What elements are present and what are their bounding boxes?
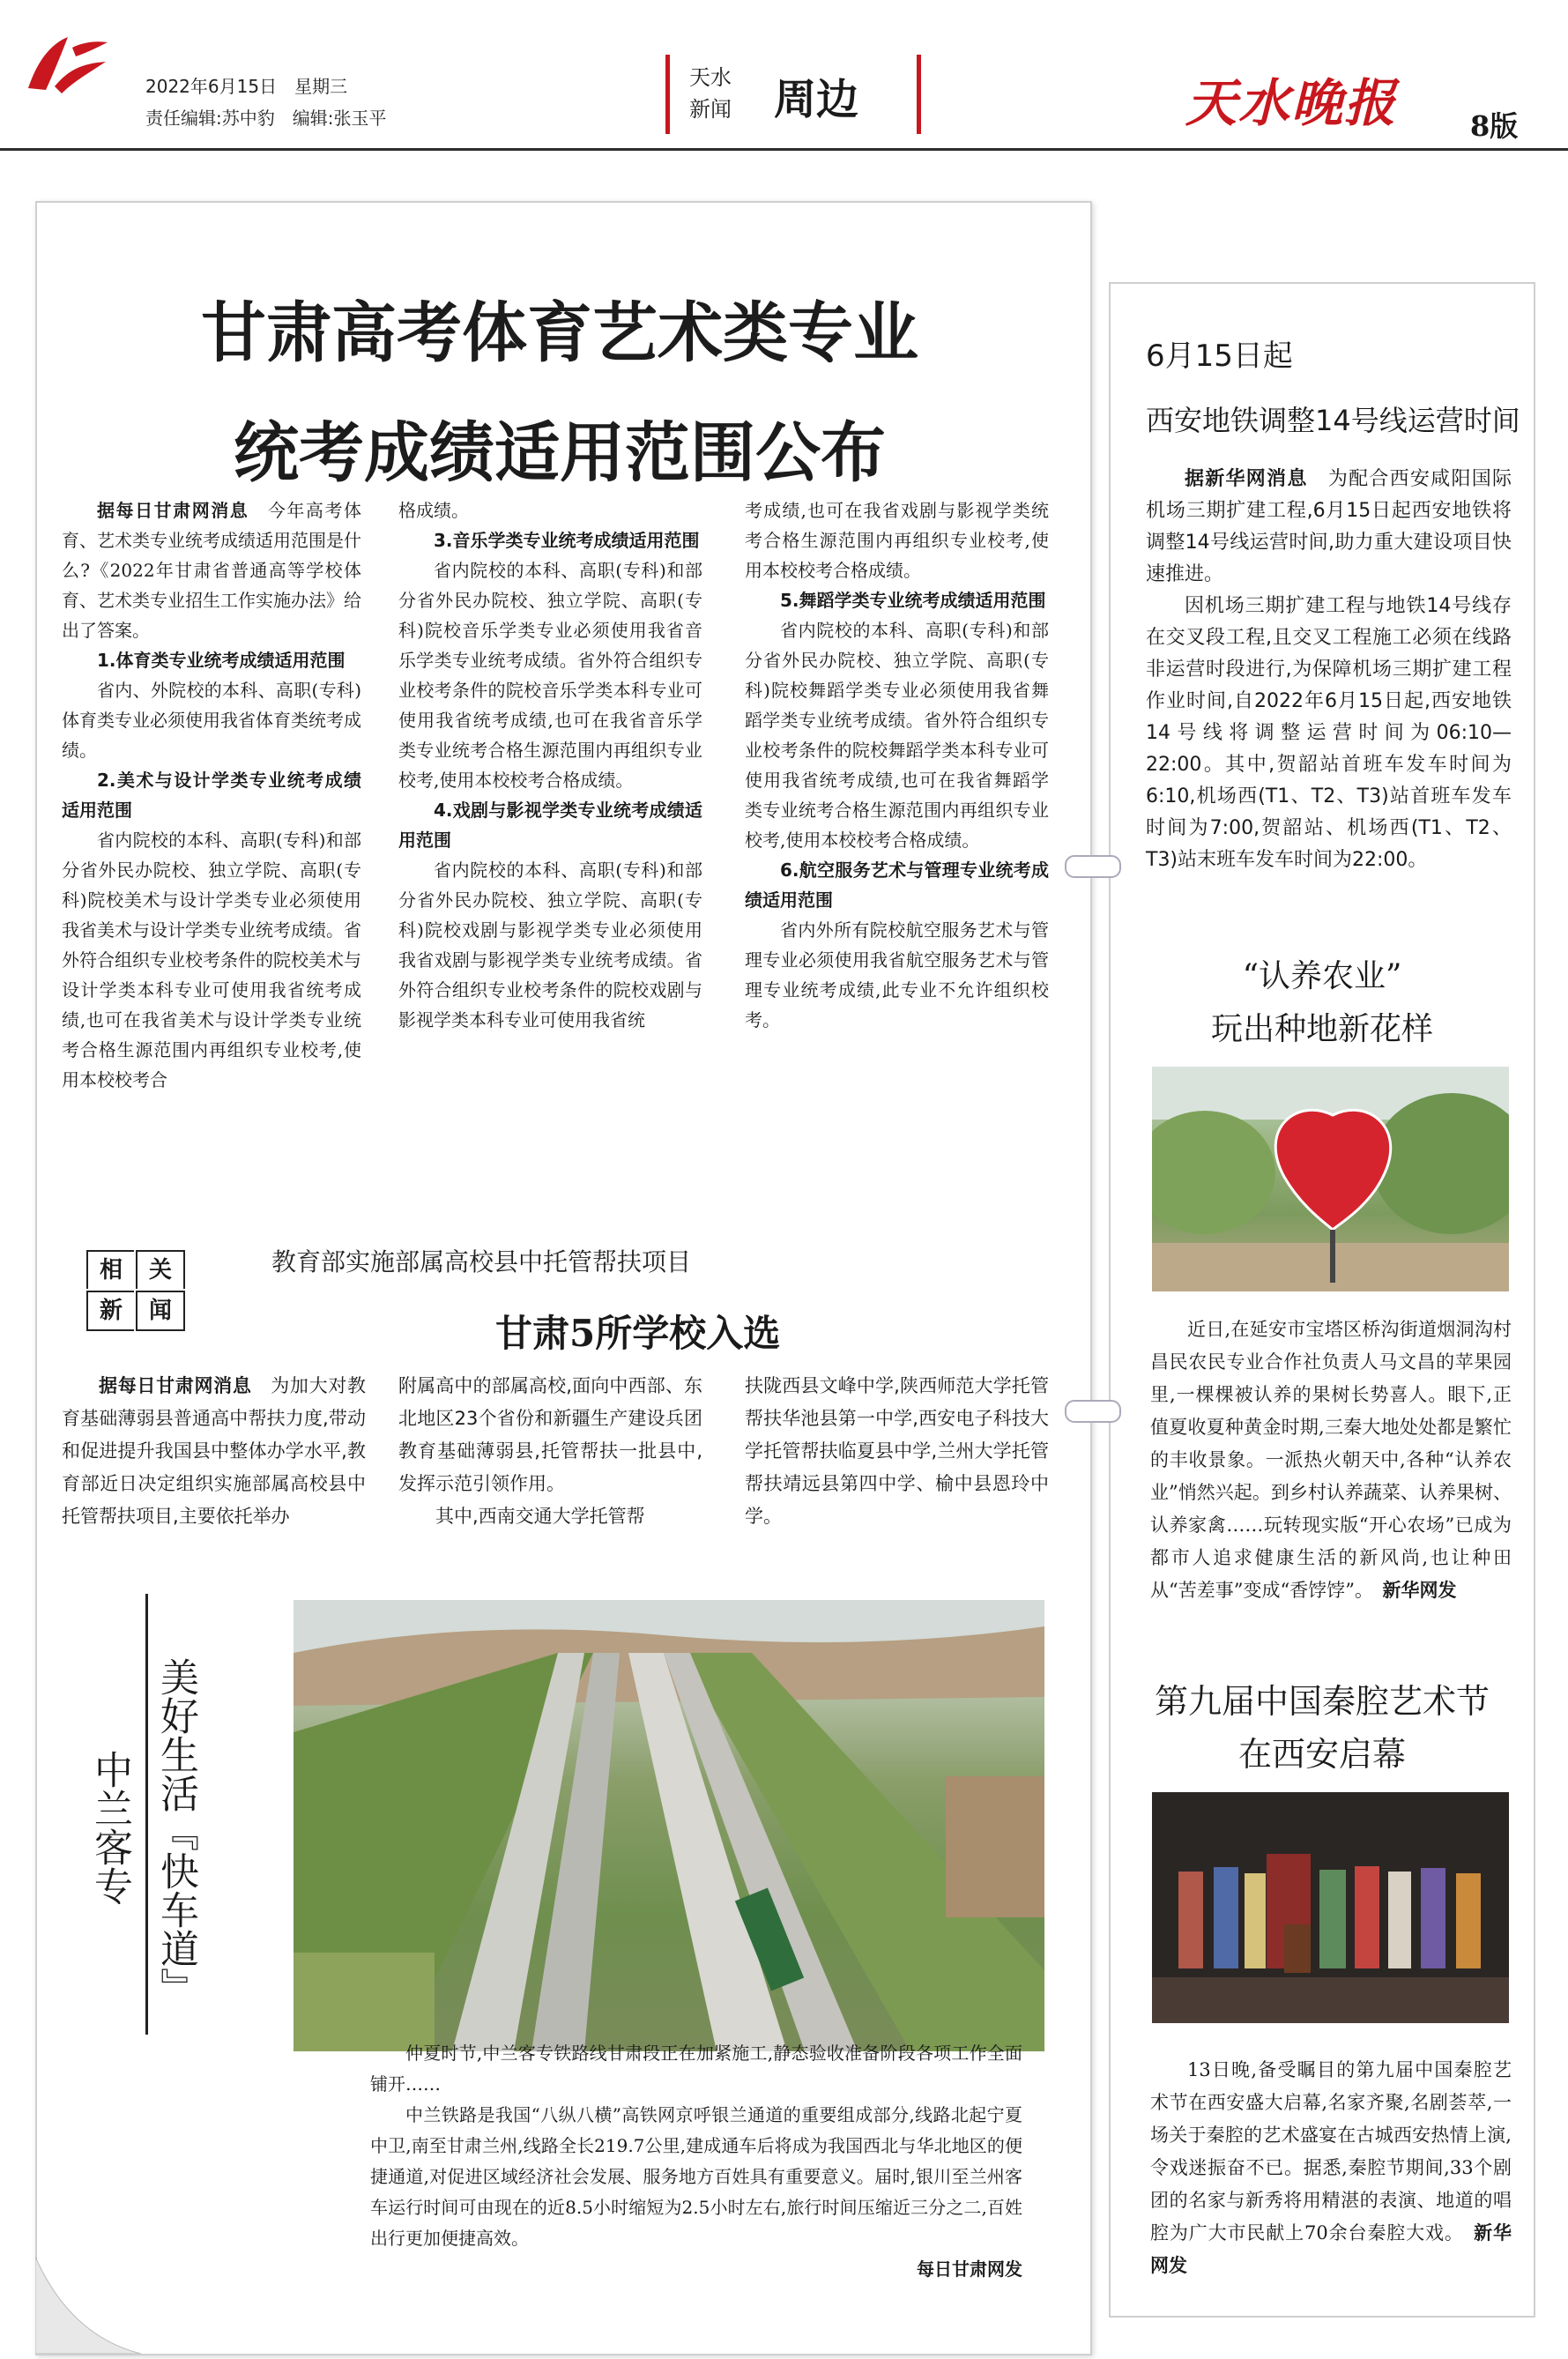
article-paragraph: 格成绩。 [398,500,469,521]
related-title: 甘肃5所学校入选 [495,1312,781,1355]
article-paragraph: 省内院校的本科、高职(专科)和部分省外民办院校、独立学院、高职(专科)院校舞蹈学类专业必须使用我省舞蹈学类专业统考成绩。省外符合组织专业校考条件的院校舞蹈学类本科专业可使用我省统考成绩,也可在我省舞蹈学类专业统考合格生源范围内再组织专业校考,使用本校校考合格成绩。 [745,620,1049,851]
caption-source: 每日甘肃网发 [917,2259,1022,2280]
railway-aerial-photo [294,1600,1044,2051]
section-heading: 1.体育类专业统考成绩适用范围 [97,650,346,671]
related-text: 为加大对教育基础薄弱县普通高中帮扶力度,带动和促进提升我国县中整体办学水平,教育部近日决定组织实施部属高校县中托管帮扶项目,主要依托举办 [62,1375,367,1527]
section-small-2: 新闻 [689,97,732,122]
issue-info [145,71,386,134]
binder-ring-icon [1065,1400,1121,1423]
sidebar-story2-body [1150,1313,1512,1607]
story1-byline: 据新华网消息 [1185,468,1308,490]
related-column-3 [745,1370,1049,1533]
story1-paragraph: 因机场三期扩建工程与地铁14号线存在交叉段工程,且交叉工程施工必须在线路非运营时段进行,为保障机场三期扩建工程作业时间,自2022年6月15日起,西安地铁14号线将调整运营时间为06:10—22:00。其中,贺韶站首班车发车时间为6:10,机场西(T1、T2、T3)站首班车发车时间为7:00,贺韶站、机场西(T1、T2、T3)站末班车发车时间为22:00。 [1146,595,1512,871]
related-subtitle: 教育部实施部属高校县中托管帮扶项目 [271,1247,692,1276]
article-paragraph: 省内外所有院校航空服务艺术与管理专业必须使用我省航空服务艺术与管理专业统考成绩,此专业不允许组织校考。 [745,919,1049,1031]
opera-photo-drawing [1152,1792,1509,2023]
title-line-2: 统考成绩适用范围公布 [234,415,886,491]
related-label-cell: 关 [136,1250,185,1289]
feature-caption [370,2038,1022,2285]
issue-date: 2022年6月15日 星期三 [145,76,348,97]
story3-text: 13日晚,备受瞩目的第九届中国秦腔艺术节在西安盛大启幕,名家齐聚,名剧荟萃,一场关于秦腔的艺术盛宴在古城西安热情上演,令戏迷振奋不已。据悉,秦腔节期间,33个剧团的名家与新秀将用精湛的表演、地道的唱腔为广大市民献上70余台秦腔大戏。 [1150,2059,1512,2244]
section-small-1: 天水 [689,65,732,90]
related-text: 其中,西南交通大学托管帮 [435,1506,645,1527]
story3-title-line-2: 在西安启幕 [1237,1735,1406,1774]
apple-orchard-photo [1152,1067,1509,1291]
feature-vertical-title: 美好生活『快车道』 [153,1657,198,2006]
section-heading: 6.航空服务艺术与管理专业统考成绩适用范围 [745,860,1049,911]
sidebar-story1-kicker: 6月15日起 [1146,339,1293,374]
story2-title-line-1: “认养农业” [1242,958,1402,994]
related-news-label [86,1250,206,1345]
article-paragraph: 省内院校的本科、高职(专科)和部分省外民办院校、独立学院、高职(专科)院校美术与设计学类专业必须使用我省美术与设计学类专业统考成绩。省外符合组织专业校考条件的院校美术与设计学类本科专业可使用我省统考成绩,也可在我省美术与设计学类专业统考合格生源范围内再组织专业校考,使用本校校考合 [62,830,361,1090]
editors-line: 责任编辑:苏中豹 编辑:张玉平 [145,108,387,129]
section-heading: 3.音乐学类专业统考成绩适用范围 [434,530,700,551]
related-column-1 [62,1370,366,1533]
section-small-label [689,62,732,125]
article-lead [62,495,361,645]
opera-stage-photo [1152,1792,1509,2023]
sidebar-story2-title [1119,950,1525,1056]
article-paragraph: 省内院校的本科、高职(专科)和部分省外民办院校、独立学院、高职(专科)院校戏剧与影视学类专业必须使用我省戏剧与影视学类专业统考成绩。省外符合组织专业校考条件的院校戏剧与影视学类本科专业可使用我省统 [398,860,702,1031]
sidebar-story1-title: 西安地铁调整14号线运营时间 [1146,404,1520,437]
article-column-1 [62,495,361,1095]
orchard-photo-drawing [1152,1067,1509,1291]
caption-paragraph: 中兰铁路是我国“八纵八横”高铁网京呼银兰通道的重要组成部分,线路北起宁夏中卫,南至甘肃兰州,线路全长219.7公里,建成通车后将成为我国西北与华北地区的便捷通道,对促进区域经济社会发展、服务地方百姓具有重要意义。届时,银川至兰州客车运行时间可由现在的近8.5小时缩短为2.5小时左右,旅行时间压缩近三分之二,百姓出行更加便捷高效。 [370,2104,1022,2249]
story2-title-line-2: 玩出种地新花样 [1210,1011,1433,1047]
related-column-2 [398,1370,702,1533]
header-divider [0,148,1568,151]
title-line-1: 甘肃高考体育艺术类专业 [201,295,918,371]
sidebar-story1-body [1146,464,1512,876]
story3-source: 新华网发 [1150,2222,1512,2276]
article-byline: 据每日甘肃网消息 [97,500,249,521]
binder-ring-icon [1065,855,1121,878]
related-label-cell: 新 [86,1291,134,1331]
story3-title-line-1: 第九届中国秦腔艺术节 [1154,1682,1490,1721]
page-curl-decoration [35,2257,141,2354]
section-heading: 5.舞蹈学类专业统考成绩适用范围 [780,590,1046,611]
related-label-cell: 相 [86,1250,134,1289]
story2-text: 近日,在延安市宝塔区桥沟街道烟洞沟村昌民农民专业合作社负责人马文昌的苹果园里,一棵棵被认养的果树长势喜人。眼下,正值夏收夏种黄金时期,三秦大地处处都是繁忙的丰收景象。一派热火朝天中,各种“认养农业”悄然兴起。到乡村认养蔬菜、认养果树、认养家禽……玩转现实版“开心农场”已成为都市人追求健康生活的新风尚,也让种田从“苦差事”变成“香饽饽”。 [1150,1319,1512,1601]
related-text: 附属高中的部属高校,面向中西部、东北地区23个省份和新疆生产建设兵团教育基础薄弱县,托管帮扶一批县中,发挥示范引领作用。 [398,1375,702,1494]
page-number: 8版 [1470,109,1519,143]
article-paragraph: 考成绩,也可在我省戏剧与影视学类统考合格生源范围内再组织专业校考,使用本校校考合格成绩。 [745,500,1049,581]
railway-photo-drawing [294,1600,1044,2051]
related-text: 扶陇西县文峰中学,陕西师范大学托管帮扶华池县第一中学,西安电子科技大学托管帮扶临夏县中学,兰州大学托管帮扶靖远县第四中学、榆中县恩玲中学。 [745,1375,1049,1527]
section-heading: 4.戏剧与影视学类专业统考成绩适用范围 [398,800,702,851]
feature-vertical-subtitle: 中兰客专 [87,1750,132,1905]
story1-lead: 为配合西安咸阳国际机场三期扩建工程,6月15日起西安地铁将调整14号线运营时间,助力重大建设项目快速推进。 [1146,468,1512,585]
newspaper-logo-icon [19,26,116,106]
page-title [53,273,1066,513]
caption-paragraph: 仲夏时节,中兰客专铁路线甘肃段正在加紧施工,静态验收准备阶段各项工作全面铺开…… [370,2043,1022,2095]
section-title: 周边 [774,75,859,124]
masthead-logo: 天水晚报 [1185,73,1398,133]
sidebar-story3-body [1150,2054,1512,2282]
section-label [665,55,921,134]
sidebar-story3-title [1119,1675,1525,1781]
article-lead-text: 今年高考体育、艺术类专业统考成绩适用范围是什么?《2022年甘肃省普通高等学校体育、艺术类专业招生工作实施办法》给出了答案。 [62,500,362,641]
article-paragraph: 省内院校的本科、高职(专科)和部分省外民办院校、独立学院、高职(专科)院校音乐学类专业必须使用我省音乐学类专业统考成绩。省外符合组织专业校考条件的院校音乐学类本科专业可使用我省统考成绩,也可在我省音乐学类专业统考合格生源范围内再组织专业校考,使用本校校考合格成绩。 [398,560,702,791]
article-column-2 [398,495,702,1035]
story2-source: 新华网发 [1382,1580,1457,1601]
related-byline: 据每日甘肃网消息 [99,1375,252,1396]
article-paragraph: 省内、外院校的本科、高职(专科)体育类专业必须使用我省体育类统考成绩。 [62,680,361,761]
article-column-3 [745,495,1049,1035]
section-heading: 2.美术与设计学类专业统考成绩适用范围 [62,770,361,821]
related-label-cell: 闻 [136,1291,185,1331]
